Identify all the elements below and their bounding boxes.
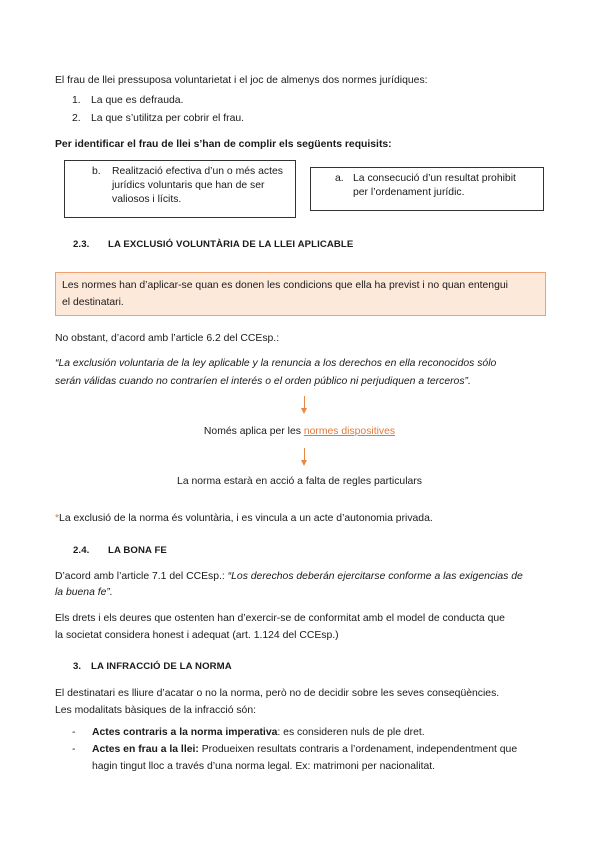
highlight-box xyxy=(55,272,546,316)
list-item xyxy=(72,95,183,106)
intro-text: El frau de llei pressuposa voluntarietat i el joc de almenys dos normes jurídiques: xyxy=(55,75,428,86)
bullet-bold: Actes contraris a la norma imperativa xyxy=(92,727,278,738)
destinatari-line: El destinatari es lliure d’acatar o no la norma, però no de decidir sobre les seves conseqüències. xyxy=(55,688,500,699)
list-item xyxy=(72,724,425,741)
bullet-dash: - xyxy=(72,744,76,755)
box-letter: a. xyxy=(335,173,344,184)
bullet-text: : es consideren nuls de ple dret. xyxy=(277,727,425,738)
list-number: 2. xyxy=(72,113,81,124)
asterisk-note: * xyxy=(55,513,60,524)
bullet-bold: Actes en frau a la llei: xyxy=(92,744,199,755)
bona-fe-line xyxy=(55,568,555,585)
section-heading-2-3 xyxy=(73,239,89,250)
section-title: LA INFRACCIÓ DE LA NORMA xyxy=(91,661,232,672)
exclusio-text: La exclusió de la norma és voluntària, i es vincula a un acte d’autonomia privada. xyxy=(59,513,433,524)
section-number: 2.4. xyxy=(73,545,90,556)
box-letter: b. xyxy=(92,166,101,177)
nomes-prefix: Només aplica per les xyxy=(203,426,304,437)
exclusio-line xyxy=(55,510,555,527)
drets-line: la societat considera honest i adequat (art. 1.124 del CCEsp.) xyxy=(55,630,339,641)
list-number: 1. xyxy=(72,95,81,106)
drets-line: Els drets i els deures que ostenten han d’exercir-se de conformitat amb el model de conducta que xyxy=(55,613,505,624)
bullet-text: Produeixen resultats contraris a l’ordenament, independentment que xyxy=(198,744,518,755)
section-title: LA EXCLUSIÓ VOLUNTÀRIA DE LA LLEI APLICABLE xyxy=(108,239,354,250)
bona-fe-quote-end: la buena fe”. xyxy=(55,587,113,598)
box-line: La consecució d’un resultat prohibit xyxy=(353,173,516,184)
requisit-box-b xyxy=(64,160,296,218)
bullet-text-cont: hagin tingut lloc a través d’una norma legal. Ex: matrimoni per nacionalitat. xyxy=(92,761,436,772)
arrow-down-icon xyxy=(301,408,307,414)
arrow-down-icon xyxy=(301,460,307,466)
requisit-box-a xyxy=(310,167,544,211)
highlight-line: el destinatari. xyxy=(62,297,124,308)
section-number: 2.3. xyxy=(73,239,90,250)
bona-fe-prefix: D’acord amb l’article 7.1 del CCEsp.: xyxy=(55,571,228,582)
list-item xyxy=(72,741,517,758)
normes-dispositives-link[interactable]: normes dispositives xyxy=(303,426,396,437)
box-line: jurídics voluntaris que han de ser xyxy=(112,180,265,191)
box-line: per l’ordenament jurídic. xyxy=(353,187,465,198)
norma-estara-text: La norma estarà en acció a falta de regles particulars xyxy=(177,476,422,487)
list-text: La que es defrauda. xyxy=(91,95,184,106)
arrow-shaft xyxy=(304,396,305,408)
list-item xyxy=(72,113,244,124)
box-line: valiosos i lícits. xyxy=(112,194,182,205)
destinatari-line: Les modalitats bàsiques de la infracció són: xyxy=(55,705,256,716)
list-text: La que s’utilitza per cobrir el frau. xyxy=(91,113,245,124)
quote-line: “La exclusión voluntaria de la ley aplicable y la renuncia a los derechos en ella reconocidos sólo xyxy=(55,358,497,369)
no-obstant-text: No obstant, d’acord amb l’article 6.2 del CCEsp.: xyxy=(55,333,280,344)
highlight-line: Les normes han d’aplicar-se quan es donen les condicions que ella ha previst i no quan entengui xyxy=(62,280,508,291)
requisits-title: Per identificar el frau de llei s’han de complir els següents requisits: xyxy=(55,139,392,150)
section-title: LA BONA FE xyxy=(108,545,167,556)
bona-fe-quote: “Los derechos deberán ejercitarse conforme a las exigencias de xyxy=(227,571,523,582)
box-line: Realització efectiva d’un o més actes xyxy=(112,166,283,177)
quote-line: serán válidas cuando no contraríen el interés o el orden público ni perjudiquen a terceros”. xyxy=(55,376,471,387)
section-number: 3. xyxy=(73,661,82,672)
bullet-dash: - xyxy=(72,727,76,738)
nomes-aplica-line xyxy=(0,426,599,437)
arrow-shaft xyxy=(304,448,305,460)
